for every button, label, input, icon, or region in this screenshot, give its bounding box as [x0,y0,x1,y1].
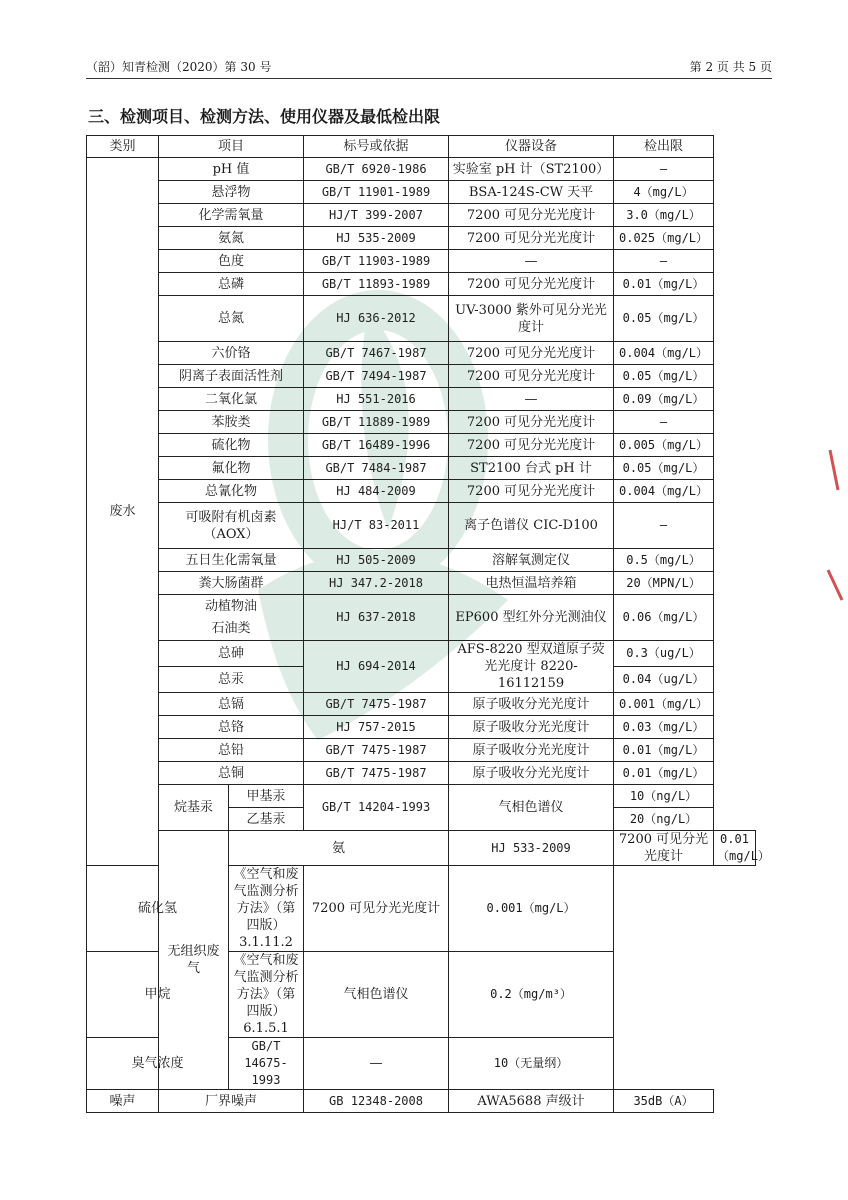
standard-cell: HJ 535-2009 [304,227,449,250]
limit-cell: 0.5（mg/L） [614,549,714,572]
table-row [87,457,756,480]
header-item: 项目 [159,136,304,158]
standard-cell: GB/T 6920-1986 [304,158,449,181]
header-standard: 标号或依据 [304,136,449,158]
table-row [87,693,756,716]
instrument-cell: 实验室 pH 计（ST2100） [449,158,614,181]
table-row [87,572,756,595]
instrument-cell: 原子吸收分光光度计 [449,716,614,739]
instrument-cell: 气相色谱仪 [304,952,449,1038]
instrument-cell: 7200 可见分光光度计 [449,273,614,296]
item-cell: 臭气浓度 [87,1038,229,1090]
item-cell: 粪大肠菌群 [159,572,304,595]
limit-cell: 3.0（mg/L） [614,204,714,227]
item-cell: 动植物油 [159,595,304,618]
test-methods-table [86,135,770,1113]
standard-cell: GB/T 7475-1987 [304,762,449,785]
header-category: 类别 [87,136,159,158]
table-row [87,411,756,434]
table-row [87,204,756,227]
limit-cell: 0.004（mg/L） [614,342,714,365]
limit-cell: 0.06（mg/L） [614,595,714,641]
limit-cell: 0.01（mg/L） [614,762,714,785]
instrument-cell: ST2100 台式 pH 计 [449,457,614,480]
item-cell: 悬浮物 [159,181,304,204]
standard-cell: HJ 757-2015 [304,716,449,739]
instrument-cell: 原子吸收分光光度计 [449,762,614,785]
table-row [87,1090,756,1113]
standard-cell: GB/T 14675-1993 [229,1038,304,1090]
item-cell: 可吸附有机卤素（AOX） [159,503,304,549]
table-row [87,595,756,618]
standard-cell: HJ 636-2012 [304,296,449,342]
instrument-cell: 7200 可见分光光度计 [614,831,714,866]
item-cell: 总汞 [159,667,304,693]
table-row [87,549,756,572]
instrument-cell: — [304,1038,449,1090]
item-cell: 氟化物 [159,457,304,480]
item-cell: 五日生化需氧量 [159,549,304,572]
item-cell: 总氮 [159,296,304,342]
table-row [87,250,756,273]
table-row [87,762,756,785]
item-cell: 总砷 [159,641,304,667]
standard-cell: 《空气和废气监测分析方法》（第四版）6.1.5.1 [229,952,304,1038]
instrument-cell: 7200 可见分光光度计 [449,342,614,365]
item-cell: 总铜 [159,762,304,785]
standard-cell: GB/T 7467-1987 [304,342,449,365]
standard-cell: HJ 533-2009 [449,831,614,866]
limit-cell: 0.04（ug/L） [614,667,714,693]
table-row [87,1038,756,1090]
item-cell: 总铅 [159,739,304,762]
item-cell: 总铬 [159,716,304,739]
limit-cell: 0.3（ug/L） [614,641,714,667]
limit-cell: 0.05（mg/L） [614,365,714,388]
report-number: （韶）知青检测（2020）第 30 号 [86,60,272,74]
standard-cell: GB/T 7494-1987 [304,365,449,388]
instrument-cell: 7200 可见分光光度计 [449,365,614,388]
limit-cell: — [614,158,714,181]
instrument-cell: — [449,388,614,411]
limit-cell: 35dB（A） [614,1090,714,1113]
instrument-cell: 原子吸收分光光度计 [449,739,614,762]
item-cell: 氨氮 [159,227,304,250]
standard-cell: HJ 694-2014 [304,641,449,693]
standard-cell: HJ 551-2016 [304,388,449,411]
table-row [87,227,756,250]
limit-cell: 20（MPN/L） [614,572,714,595]
limit-cell: 0.01（mg/L） [614,739,714,762]
standard-cell: HJ/T 399-2007 [304,204,449,227]
instrument-cell: 气相色谱仪 [449,785,614,831]
instrument-cell: EP600 型红外分光测油仪 [449,595,614,641]
table-row [87,480,756,503]
standard-cell: GB 12348-2008 [304,1090,449,1113]
limit-cell: 10（ng/L） [614,785,714,808]
limit-cell: 0.025（mg/L） [614,227,714,250]
item-cell: 石油类 [159,618,304,641]
limit-cell: 10（无量纲） [449,1038,614,1090]
standard-cell: GB/T 11889-1989 [304,411,449,434]
section-title: 三、检测项目、检测方法、使用仪器及最低检出限 [88,107,441,126]
table-row [87,866,756,952]
limit-cell: — [614,411,714,434]
limit-cell: 0.004（mg/L） [614,480,714,503]
item-cell: pH 值 [159,158,304,181]
limit-cell: 0.01（mg/L） [714,831,756,866]
table-row [87,296,756,342]
item-cell: 色度 [159,250,304,273]
table-row [87,641,756,667]
item-cell: 二氧化氯 [159,388,304,411]
item-cell: 化学需氧量 [159,204,304,227]
instrument-cell: — [449,250,614,273]
limit-cell: 0.001（mg/L） [614,693,714,716]
standard-cell: 《空气和废气监测分析方法》（第四版）3.1.11.2 [229,866,304,952]
header-rule [86,78,772,79]
table-row [87,785,756,808]
instrument-cell: 原子吸收分光光度计 [449,693,614,716]
limit-cell: 4（mg/L） [614,181,714,204]
standard-cell: GB/T 7475-1987 [304,693,449,716]
standard-cell: GB/T 11903-1989 [304,250,449,273]
item-cell: 总氰化物 [159,480,304,503]
table-row [87,739,756,762]
instrument-cell: 7200 可见分光光度计 [449,480,614,503]
instrument-cell: BSA-124S-CW 天平 [449,181,614,204]
standard-cell: HJ/T 83-2011 [304,503,449,549]
category-noise: 噪声 [87,1090,159,1113]
instrument-cell: UV-3000 紫外可见分光光度计 [449,296,614,342]
page-header [86,56,772,78]
instrument-cell: 溶解氧测定仪 [449,549,614,572]
page-indicator: 第 2 页 共 5 页 [689,60,772,74]
limit-cell: 20（ng/L） [614,808,714,831]
table-row [87,831,756,866]
item-cell: 厂界噪声 [159,1090,304,1113]
table-row [87,158,756,181]
category-fugitive-gas: 无组织废气 [159,831,229,1090]
limit-cell: 0.09（mg/L） [614,388,714,411]
instrument-cell: 电热恒温培养箱 [449,572,614,595]
item-cell: 甲烷 [87,952,229,1038]
limit-cell: 0.05（mg/L） [614,457,714,480]
instrument-cell: 7200 可见分光光度计 [449,411,614,434]
stamp-mark [826,450,844,604]
table-row [87,434,756,457]
table-row [87,716,756,739]
table-row [87,365,756,388]
limit-cell: — [614,250,714,273]
limit-cell: — [614,503,714,549]
limit-cell: 0.001（mg/L） [449,866,614,952]
standard-cell: GB/T 16489-1996 [304,434,449,457]
header-instrument: 仪器设备 [449,136,614,158]
item-cell: 氨 [229,831,449,866]
table-row [87,503,756,549]
item-cell: 六价铬 [159,342,304,365]
item-cell: 总磷 [159,273,304,296]
table-row [87,181,756,204]
table-row [87,342,756,365]
instrument-cell: 离子色谱仪 CIC-D100 [449,503,614,549]
item-cell: 硫化氢 [87,866,229,952]
instrument-cell: AFS-8220 型双道原子荧光光度计 8220-16112159 [449,641,614,693]
limit-cell: 0.05（mg/L） [614,296,714,342]
item-cell: 苯胺类 [159,411,304,434]
standard-cell: HJ 637-2018 [304,595,449,641]
limit-cell: 0.01（mg/L） [614,273,714,296]
item-cell: 总镉 [159,693,304,716]
instrument-cell: AWA5688 声级计 [449,1090,614,1113]
item-cell: 硫化物 [159,434,304,457]
alkyl-mercury-group: 烷基汞 [159,785,229,831]
standard-cell: GB/T 14204-1993 [304,785,449,831]
standard-cell: GB/T 7484-1987 [304,457,449,480]
item-cell: 乙基汞 [229,808,304,831]
category-waste-water: 废水 [87,158,159,866]
limit-cell: 0.2（mg/m³） [449,952,614,1038]
standard-cell: GB/T 7475-1987 [304,739,449,762]
item-cell: 阴离子表面活性剂 [159,365,304,388]
standard-cell: GB/T 11901-1989 [304,181,449,204]
header-limit: 检出限 [614,136,714,158]
limit-cell: 0.03（mg/L） [614,716,714,739]
table-row [87,388,756,411]
instrument-cell: 7200 可见分光光度计 [449,434,614,457]
instrument-cell: 7200 可见分光光度计 [304,866,449,952]
item-cell: 甲基汞 [229,785,304,808]
standard-cell: HJ 347.2-2018 [304,572,449,595]
standard-cell: GB/T 11893-1989 [304,273,449,296]
instrument-cell: 7200 可见分光光度计 [449,204,614,227]
table-row [87,273,756,296]
standard-cell: HJ 484-2009 [304,480,449,503]
table-header-row [87,136,756,158]
standard-cell: HJ 505-2009 [304,549,449,572]
limit-cell: 0.005（mg/L） [614,434,714,457]
instrument-cell: 7200 可见分光光度计 [449,227,614,250]
